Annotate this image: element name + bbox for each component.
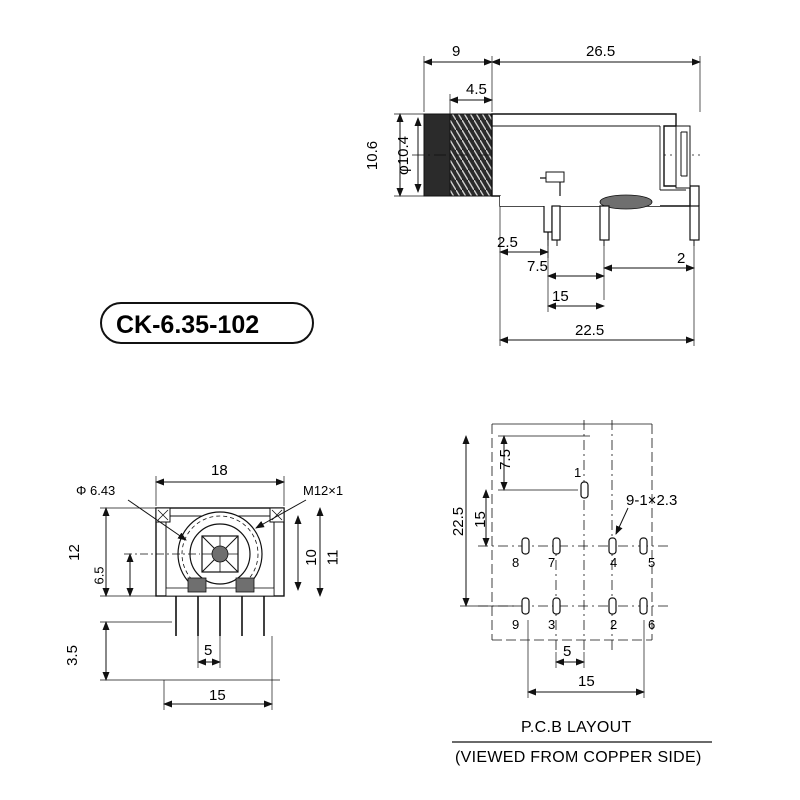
pad-label-4: 4 <box>610 555 618 570</box>
dim-front-5: 5 <box>204 642 213 659</box>
dim-pcb-5: 5 <box>563 643 572 660</box>
dim-side-2-5: 2.5 <box>497 234 518 251</box>
front-view <box>100 476 320 710</box>
dim-front-15: 15 <box>209 687 226 704</box>
dim-side-22-5: 22.5 <box>575 322 605 339</box>
side-view <box>394 56 700 346</box>
dim-front-thread: M12×1 <box>303 483 344 498</box>
dim-side-7-5: 7.5 <box>527 258 548 275</box>
pcb-caption-line2: (VIEWED FROM COPPER SIDE) <box>455 749 702 766</box>
dim-front-12: 12 <box>65 544 83 561</box>
part-name-label: CK-6.35-102 <box>116 311 260 339</box>
dim-pcb-22-5: 22.5 <box>450 506 468 537</box>
dim-front-10: 10 <box>302 549 320 566</box>
pad-label-8: 8 <box>512 555 520 570</box>
pad-label-5: 5 <box>648 555 656 570</box>
pad-label-3: 3 <box>548 617 556 632</box>
dim-side-2: 2 <box>677 250 686 267</box>
pcb-caption-line1: P.C.B LAYOUT <box>521 719 632 736</box>
pad-label-2: 2 <box>610 617 618 632</box>
dim-front-hole-dia: Φ 6.43 <box>76 483 116 498</box>
dim-front-18: 18 <box>211 462 228 479</box>
dim-side-4-5: 4.5 <box>466 81 487 98</box>
dim-pcb-15-vert: 15 <box>471 511 489 528</box>
pad-label-9: 9 <box>512 617 520 632</box>
dim-side-26-5: 26.5 <box>586 43 616 60</box>
pad-label-6: 6 <box>648 617 656 632</box>
dim-side-phi10-4: φ10.4 <box>394 136 412 175</box>
pad-label-1: 1 <box>574 465 582 480</box>
dim-pcb-15: 15 <box>578 673 595 690</box>
dim-side-9: 9 <box>452 43 461 60</box>
pcb-layout-view <box>452 420 712 742</box>
dim-front-6-5: 6.5 <box>91 566 107 585</box>
dim-pcb-7-5: 7.5 <box>496 449 514 470</box>
dim-front-3-5: 3.5 <box>63 645 81 666</box>
dim-pcb-holes: 9-1×2.3 <box>626 492 678 509</box>
dim-side-15: 15 <box>552 288 569 305</box>
dim-front-11: 11 <box>324 549 342 566</box>
pad-label-7: 7 <box>548 555 556 570</box>
dim-side-10-6: 10.6 <box>364 140 382 171</box>
